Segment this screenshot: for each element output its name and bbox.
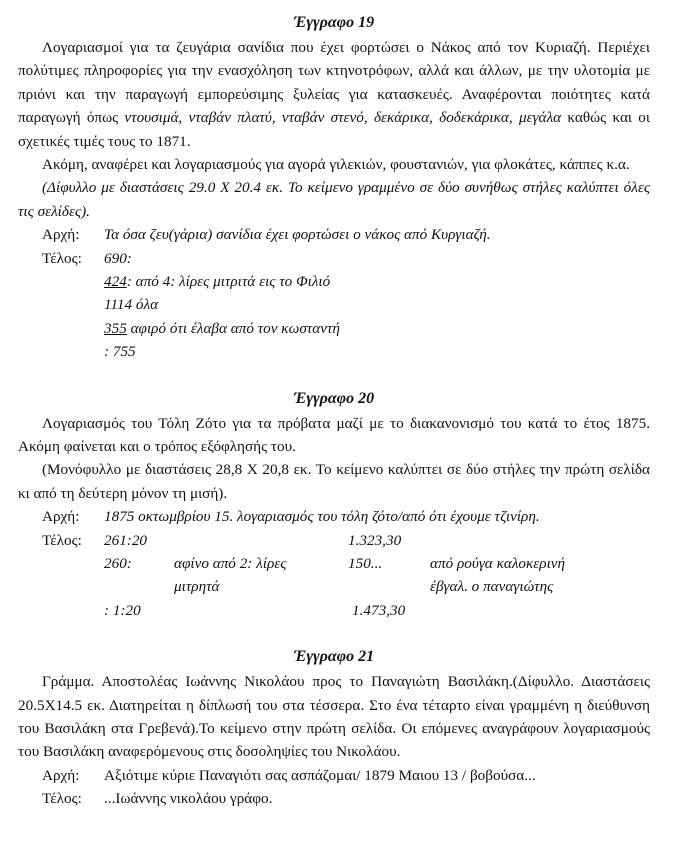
doc19-end-line3: 1114 όλα <box>104 296 159 314</box>
doc20-start-row <box>18 505 650 528</box>
document-page <box>18 10 650 811</box>
doc19-end-line2-text: : από 4: λίρες μιτριτά εις το Φιλιό <box>126 273 331 291</box>
doc19-end-line2-number: 424 <box>104 273 127 291</box>
doc19-end-label: Τέλος: <box>42 249 82 267</box>
doc19-desc-part2: καθώς και οι σχετικές τιμές τους το 1871. <box>18 109 650 150</box>
doc20-end-a2: 1.323,30 <box>348 531 402 549</box>
doc19-additional: Ακόμη, αναφέρει και λογαριασμούς για αγορά γιλεκιών, φουστανιών, για φλοκάτες, κάππες κ.α. <box>42 156 630 174</box>
doc20-end-b4b: έβγαλ. ο παναγιώτης <box>430 578 554 596</box>
doc19-end-line5: : 755 <box>104 343 136 361</box>
doc19-title: Έγγραφο 19 <box>293 14 375 31</box>
doc20-title: Έγγραφο 20 <box>293 389 375 407</box>
doc21-end-label: Τέλος: <box>42 790 82 808</box>
doc20-end-row-c <box>18 599 650 622</box>
doc19-end-line4 <box>18 317 650 340</box>
doc20-end-row-b2 <box>18 575 650 598</box>
doc19-end-line4-text: αφιρό ότι έλαβα από τον κωσταντή <box>126 319 340 337</box>
doc19-end-line1: 690: <box>104 249 132 267</box>
doc19-desc-terms: ντουσιμά, νταβάν πλατύ, νταβάν στενό, δεκάρικα, δοδεκάρικα, μεγάλα <box>124 109 562 127</box>
doc19-description <box>18 36 650 153</box>
doc19-desc-part1: Λογαριασμοί για τα ζευγάρια σανίδια που έχει φορτώσει ο Νάκος από τον Κυριαζή. Περιέχει πολύτιμες πληροφορίες για την ενασχόληση των κτηνοτρόφων, αλλά και άλλων, με την υλοτομία με πριόνι και την παραγωγή εμπορεύσιμης ξυλείας για κατασκευές. Αναφέρονται ποιότητες κατά παραγωγή όπως <box>18 39 650 127</box>
doc19-start-text: Τα όσα ζευ(γάρια) σανίδια έχει φορτώσει ο νάκος από Κυργιαζή. <box>104 226 491 244</box>
doc20-start-label: Αρχή: <box>42 508 80 526</box>
doc21-start-row <box>18 764 650 787</box>
doc20-start-text: 1875 οκτωμβρίου 15. λογαριασμός του τόλη ζότο/από ότι έχουμε τζινίρη. <box>104 508 540 526</box>
doc19-end-line2 <box>18 270 650 293</box>
doc20-end-a1: 261:20 <box>104 531 148 549</box>
doc20-end-label: Τέλος: <box>42 531 82 549</box>
doc20-end-row <box>18 529 650 552</box>
doc20-end-b2: αφίνο από 2: λίρες <box>174 555 287 572</box>
doc20-end-c1: : 1:20 <box>104 601 141 619</box>
doc21-end-text: ...Ιωάννης νικολάου γράφο. <box>104 790 273 808</box>
doc20-physical-note: (Μονόφυλλο με διαστάσεις 28,8 Χ 20,8 εκ. Το κείμενο καλύπτει σε δύο στήλες την πρώτη σελίδα κι από τη δεύτερη μόνον τη μισή). <box>18 461 650 502</box>
doc19-start-label: Αρχή: <box>42 226 80 244</box>
doc20-end-b4: από ρούγα καλοκερινή <box>430 555 566 572</box>
doc20-end-b1: 260: <box>104 555 132 572</box>
doc21-title: Έγγραφο 21 <box>293 648 375 666</box>
doc20-end-row-b <box>18 552 650 575</box>
doc21-start-label: Αρχή: <box>42 766 80 784</box>
doc20-end-b3: 150... <box>348 555 383 572</box>
doc19-end-row <box>18 247 650 270</box>
doc20-description: Λογαριασμός του Τόλη Ζότο για τα πρόβατα μαζί με το διακανονισμό του κατά το έτος 1875. Ακόμη φαίνεται και ο τρόπος εξόφλησής του. <box>18 414 650 455</box>
doc19-physical-note: (Δίφυλλο με διαστάσεις 29.0 Χ 20.4 εκ. Το κείμενο γραμμένο σε δύο συνήθως στήλες καλύπτει όλες τις σελίδες). <box>18 179 650 220</box>
doc20-end-b2b: μιτρητά <box>174 578 220 596</box>
doc21-end-row <box>18 787 650 810</box>
doc21-start-text: Αξιότιμε κύριε Παναγιότι σας ασπάζομαι/ 1879 Μαιου 13 / βοβούσα... <box>104 766 536 784</box>
doc21-description: Γράμμα. Αποστολέας Ιωάννης Νικολάου προς το Παναγιώτη Βασιλάκη.(Δίφυλλο. Διαστάσεις 20.5Χ14.5 εκ. Διατηρείται η δίπλωσή του στα τέσσερα. Στο ένα τέταρτο είναι γραμμένη η διεύθυνση του Βασιλάκη στα Γρεβενά).Το κείμενο στην πρώτη σελίδα. Οι επόμενες αναγράφουν λογαριασμούς του Βασιλάκη αναφερόμενους στις δοσοληψίες του Νικολάου. <box>18 673 650 761</box>
doc19-start-row <box>18 223 650 246</box>
doc19-end-line4-number: 355 <box>104 319 127 337</box>
doc20-end-c2: 1.473,30 <box>352 601 406 619</box>
